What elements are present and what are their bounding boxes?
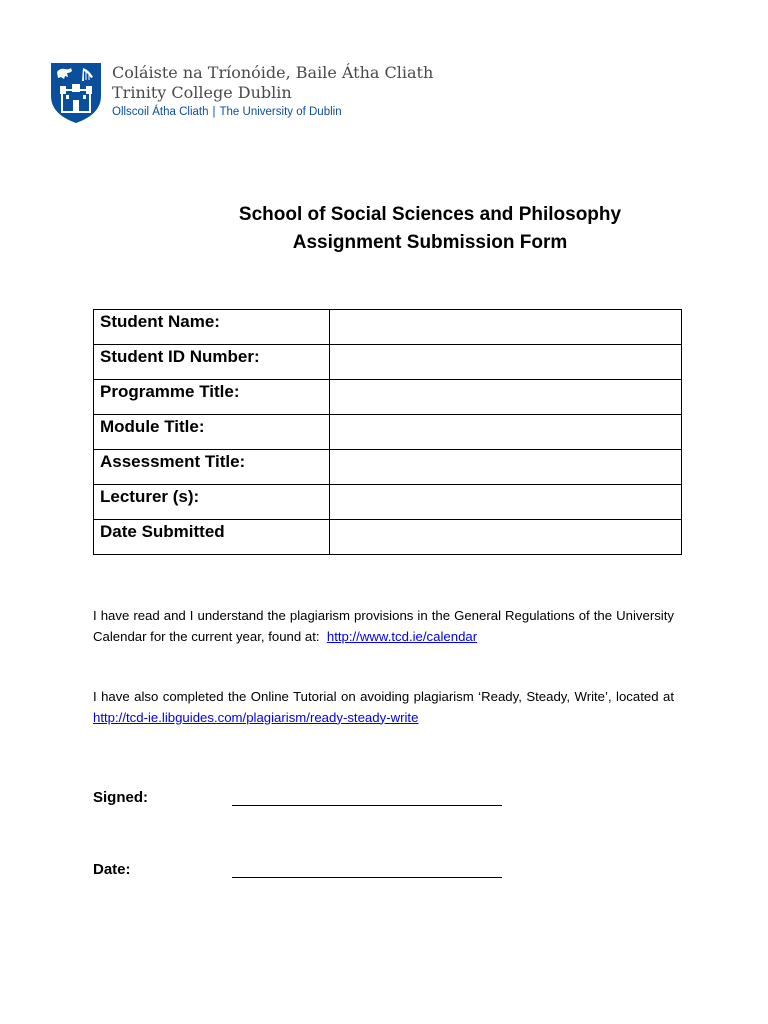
module-title-field[interactable]: [330, 415, 682, 450]
table-row: [94, 310, 682, 345]
student-id-label: Student ID Number:: [94, 345, 330, 380]
date-submitted-field[interactable]: [330, 520, 682, 555]
form-title-line1: School of Social Sciences and Philosophy: [238, 204, 622, 225]
table-row: [94, 450, 682, 485]
date-line[interactable]: [232, 877, 502, 878]
programme-title-label: Programme Title:: [94, 380, 330, 415]
table-row: [94, 380, 682, 415]
logo-sub-irish: Ollscoil Átha Cliath: [112, 106, 209, 118]
logo-sub-separator: |: [212, 106, 216, 118]
student-name-field[interactable]: [330, 310, 682, 345]
calendar-link[interactable]: http://www.tcd.ie/calendar: [326, 628, 478, 644]
form-title-line2: Assignment Submission Form: [292, 232, 568, 253]
logo-text: [112, 63, 433, 121]
assessment-title-label: Assessment Title:: [94, 450, 330, 485]
university-logo: [50, 62, 434, 126]
logo-english-name: Trinity College Dublin: [112, 83, 292, 102]
logo-irish-name: Coláiste na Tríonóide, Baile Átha Cliath: [112, 63, 434, 82]
signature-line[interactable]: [232, 805, 502, 806]
tutorial-link[interactable]: http://tcd-ie.libguides.com/plagiarism/ready-steady-write: [93, 709, 419, 725]
table-row: [94, 485, 682, 520]
logo-subtitle: [112, 103, 433, 121]
module-title-label: Module Title:: [94, 415, 330, 450]
table-row: [94, 520, 682, 555]
assessment-title-field[interactable]: [330, 450, 682, 485]
tutorial-declaration-paragraph: [93, 687, 674, 728]
declaration-text: I have read and I understand the plagiarism provisions in the General Regulations of the University Calendar for the current year, found at:: [93, 608, 674, 644]
date-label: Date:: [93, 861, 131, 878]
student-info-table: [93, 309, 682, 555]
signed-label: Signed:: [93, 789, 148, 806]
form-title: [0, 201, 768, 257]
table-row: [94, 345, 682, 380]
date-submitted-label: Date Submitted: [94, 520, 330, 555]
lecturer-label: Lecturer (s):: [94, 485, 330, 520]
lecturer-field[interactable]: [330, 485, 682, 520]
tutorial-text: I have also completed the Online Tutorial on avoiding plagiarism ‘Ready, Steady, Write’, located at: [93, 689, 674, 704]
programme-title-field[interactable]: [330, 380, 682, 415]
college-crest-icon: [50, 62, 102, 124]
table-row: [94, 415, 682, 450]
student-id-field[interactable]: [330, 345, 682, 380]
logo-sub-english: The University of Dublin: [219, 106, 342, 118]
plagiarism-declaration-paragraph: [93, 606, 674, 647]
student-name-label: Student Name:: [94, 310, 330, 345]
